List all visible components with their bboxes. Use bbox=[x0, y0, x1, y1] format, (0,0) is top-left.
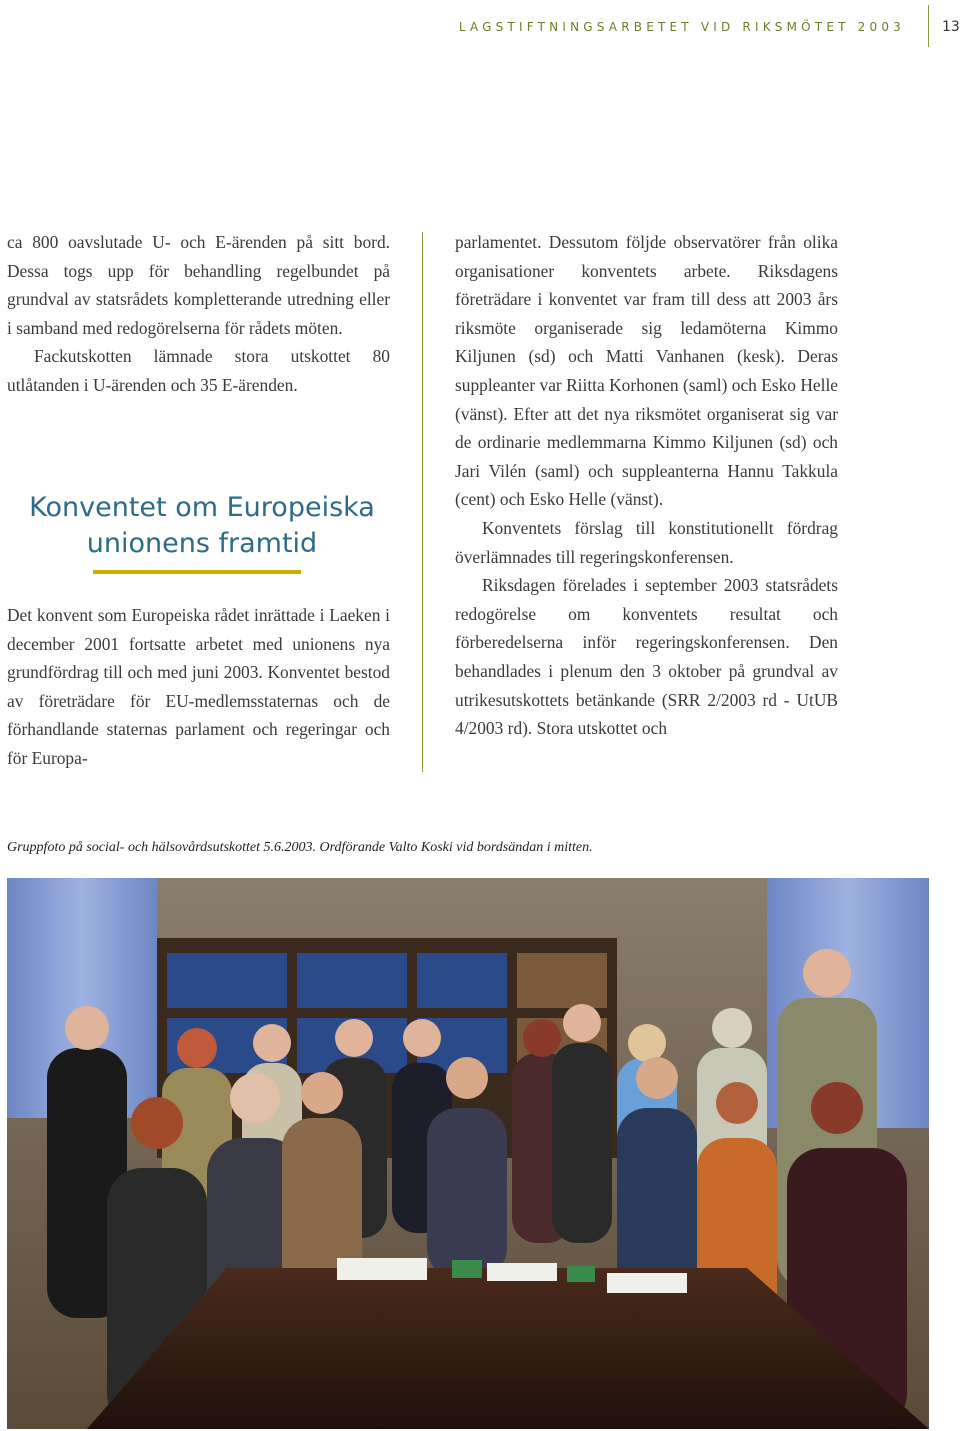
left-paragraph-3: Det konvent som Europeiska rådet inrättade i Laeken i december 2001 fortsatte arbetet med unionens nya grundfördrag till och med juni 2003. Konventet bestod av företrädare för EU-medlemsstaternas och de förhandlande staternas parlament och regeringar och för Europa- bbox=[7, 605, 390, 768]
right-paragraph-2: Konventets förslag till konstitutionellt fördrag överlämnades till regeringskonferensen. bbox=[455, 517, 838, 567]
header-divider bbox=[928, 5, 929, 47]
section-heading-line-1: Konventet om Europeiska bbox=[29, 492, 375, 523]
section-heading-line-2: unionens framtid bbox=[86, 528, 318, 559]
left-column-bottom bbox=[7, 601, 390, 773]
page-number: 13 bbox=[942, 19, 960, 35]
right-column bbox=[455, 228, 838, 743]
left-paragraph-1: ca 800 oavslutade U- och E-ärenden på sitt bord. Dessa togs upp för behandling regelbundet på grundval av statsrådets kompletterande utredning eller i samband med redogörelserna för rådets möten. bbox=[7, 232, 390, 338]
running-header: LAGSTIFTNINGSARBETET VID RIKSMÖTET 2003 bbox=[458, 20, 905, 34]
section-heading bbox=[7, 490, 397, 562]
photo-caption: Gruppfoto på social- och hälsovårdsutskottet 5.6.2003. Ordförande Valto Koski vid bordsändan i mitten. bbox=[7, 840, 593, 855]
group-photo-illustration bbox=[7, 878, 929, 1429]
group-photo bbox=[7, 878, 929, 1429]
left-paragraph-2: Fackutskotten lämnade stora utskottet 80 utlåtanden i U-ärenden och 35 E-ärenden. bbox=[7, 346, 390, 395]
right-paragraph-1: parlamentet. Dessutom följde observatörer från olika organisationer konventets arbete. Riksdagens företrädare i konventet var fram till dess att 2003 års riksmöte organiserade sig ledamöterna Kimmo Kiljunen (sd) och Matti Vanhanen (kesk). Deras suppleanter var Riitta Korhonen (saml) och Esko Helle (vänst). Efter att det nya riksmötet organiserat sig var de ordinarie medlemmarna Kimmo Kiljunen (sd) och Jari Vilén (saml) och suppleanterna Hannu Takkula (cent) och Esko Helle (vänst). bbox=[455, 232, 838, 510]
left-column-top bbox=[7, 228, 390, 400]
right-paragraph-3: Riksdagen förelades i september 2003 statsrådets redogörelse om konventets resultat och förberedelserna inför regeringskonferensen. Den behandlades i plenum den 3 oktober på grundval av utrikesutskottets betänkande (SRR 2/2003 rd - UtUB 4/2003 rd). Stora utskottet och bbox=[455, 575, 838, 739]
heading-underline bbox=[93, 570, 301, 574]
column-divider bbox=[422, 232, 423, 772]
